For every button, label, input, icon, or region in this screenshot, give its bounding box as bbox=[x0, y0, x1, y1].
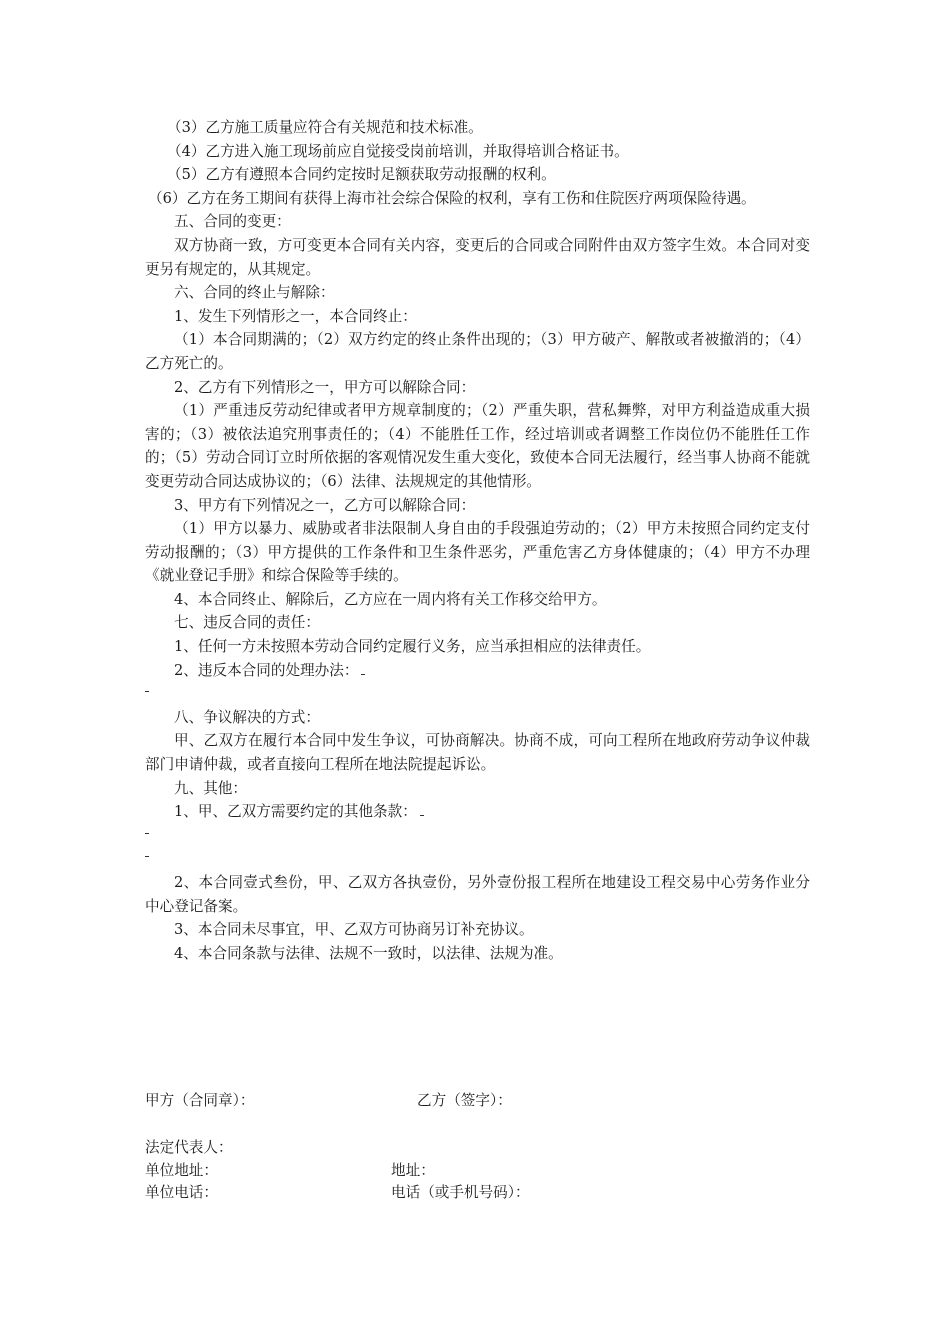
party-a-seal-label: 甲方（合同章）： bbox=[145, 1092, 255, 1109]
party-b-sign-label: 乙方（签字）： bbox=[417, 1092, 512, 1109]
paragraph-text: 六、合同的终止与解除： bbox=[174, 284, 335, 302]
paragraph-text: 4、本合同条款与法律、法规不一致时，以法律、法规为准。 bbox=[174, 944, 563, 962]
clauses-section-c bbox=[145, 871, 810, 965]
paragraph bbox=[145, 800, 810, 824]
legal-rep-label: 法定代表人： bbox=[145, 1139, 233, 1156]
paragraph-text: （4）乙方进入施工现场前应自觉接受岗前培训，并取得培训合格证书。 bbox=[167, 142, 629, 160]
paragraph-text: 1、发生下列情形之一，本合同终止： bbox=[174, 307, 417, 325]
blank-marker bbox=[145, 833, 149, 834]
paragraph bbox=[145, 376, 810, 400]
paragraph bbox=[145, 659, 810, 683]
fill-in-blank[interactable] bbox=[420, 803, 424, 816]
paragraph bbox=[145, 729, 810, 776]
paragraph-text: 1、任何一方未按照本劳动合同约定履行义务，应当承担相应的法律责任。 bbox=[174, 638, 651, 656]
paragraph bbox=[145, 234, 810, 281]
phone-label: 电话（或手机号码）： bbox=[391, 1184, 530, 1201]
paragraph bbox=[145, 611, 810, 635]
paragraph-text: 2、本合同壹式叁份，甲、乙双方各执壹份，另外壹份报工程所在地建设工程交易中心劳务作业分中心登记备案。 bbox=[145, 874, 810, 915]
paragraph-text: 双方协商一致，方可变更本合同有关内容，变更后的合同或合同附件由双方签字生效。本合同对变更另有规定的，从其规定。 bbox=[145, 236, 810, 278]
paragraph-text: （1）本合同期满的；（2）双方约定的终止条件出现的；（3）甲方破产、解散或者被撤消的；（4）乙方死亡的。 bbox=[145, 331, 810, 372]
paragraph bbox=[145, 588, 810, 612]
paragraph-text: 甲、乙双方在履行本合同中发生争议，可协商解决。协商不成，可向工程所在地政府劳动争议仲裁部门申请仲裁，或者直接向工程所在地法院提起诉讼。 bbox=[145, 732, 810, 774]
blank-marker bbox=[145, 691, 149, 692]
blank-fill-line bbox=[145, 847, 810, 871]
fill-in-blank[interactable] bbox=[361, 662, 365, 675]
paragraph-text: （1）严重违反劳动纪律或者甲方规章制度的；（2）严重失职，营私舞弊，对甲方利益造成重大损害的；（3）被依法追究刑事责任的；（4）不能胜任工作，经过培训或者调整工作岗位仍不能胜任工作的；（5）劳动合同订立时所依据的客观情况发生重大变化，致使本合同无法履行，经当事人协商不能就变更劳动合同达成协议的；（6）法律、法规规定的其他情形。 bbox=[145, 402, 810, 490]
paragraph bbox=[145, 187, 810, 211]
paragraph bbox=[145, 706, 810, 730]
unit-address-label: 单位地址： bbox=[145, 1162, 218, 1179]
paragraph bbox=[145, 328, 810, 375]
paragraph-text: 3、甲方有下列情况之一，乙方可以解除合同： bbox=[174, 496, 476, 514]
paragraph-text: 2、违反本合同的处理办法： bbox=[174, 661, 359, 679]
paragraph bbox=[145, 399, 810, 493]
paragraph bbox=[145, 116, 810, 140]
paragraph bbox=[145, 871, 810, 918]
paragraph bbox=[145, 140, 810, 164]
clauses-section-a bbox=[145, 116, 810, 682]
paragraph-text: 4、本合同终止、解除后，乙方应在一周内将有关工作移交给甲方。 bbox=[174, 590, 607, 608]
paragraph-text: 3、本合同未尽事宜，甲、乙双方可协商另订补充协议。 bbox=[174, 921, 534, 939]
clauses-section-b bbox=[145, 706, 810, 824]
paragraph bbox=[145, 305, 810, 329]
paragraph-text: （1）甲方以暴力、威胁或者非法限制人身自由的手段强迫劳动的；（2）甲方未按照合同约定支付劳动报酬的；（3）甲方提供的工作条件和卫生条件恶劣，严重危害乙方身体健康的；（4）甲方不办理《就业登记手册》和综合保险等手续的。 bbox=[145, 520, 810, 585]
paragraph bbox=[145, 777, 810, 801]
paragraph bbox=[145, 494, 810, 518]
paragraph-text: 2、乙方有下列情形之一，甲方可以解除合同： bbox=[174, 378, 476, 396]
paragraph bbox=[145, 281, 810, 305]
paragraph bbox=[145, 918, 810, 942]
paragraph-text: 1、甲、乙双方需要约定的其他条款： bbox=[174, 803, 417, 821]
paragraph bbox=[145, 163, 810, 187]
paragraph bbox=[145, 517, 810, 588]
address-label: 地址： bbox=[391, 1162, 435, 1179]
paragraph-text: 八、争议解决的方式： bbox=[174, 708, 320, 726]
paragraph bbox=[145, 210, 810, 234]
blank-marker bbox=[145, 856, 149, 857]
paragraph bbox=[145, 635, 810, 659]
paragraph-text: （3）乙方施工质量应符合有关规范和技术标准。 bbox=[167, 119, 483, 136]
paragraph-text: 九、其他： bbox=[174, 779, 247, 797]
blank-fill-line bbox=[145, 824, 810, 848]
unit-phone-label: 单位电话： bbox=[145, 1184, 218, 1201]
paragraph-text: （6）乙方在务工期间有获得上海市社会综合保险的权利，享有工伤和住院医疗两项保险待遇。 bbox=[148, 189, 756, 207]
paragraph-text: （5）乙方有遵照本合同约定按时足额获取劳动报酬的权利。 bbox=[167, 166, 556, 184]
paragraph-text: 七、违反合同的责任： bbox=[174, 614, 320, 632]
paragraph bbox=[145, 942, 810, 966]
blank-fill-line bbox=[145, 682, 810, 706]
paragraph-text: 五、合同的变更： bbox=[174, 213, 291, 231]
contract-body bbox=[145, 116, 810, 965]
